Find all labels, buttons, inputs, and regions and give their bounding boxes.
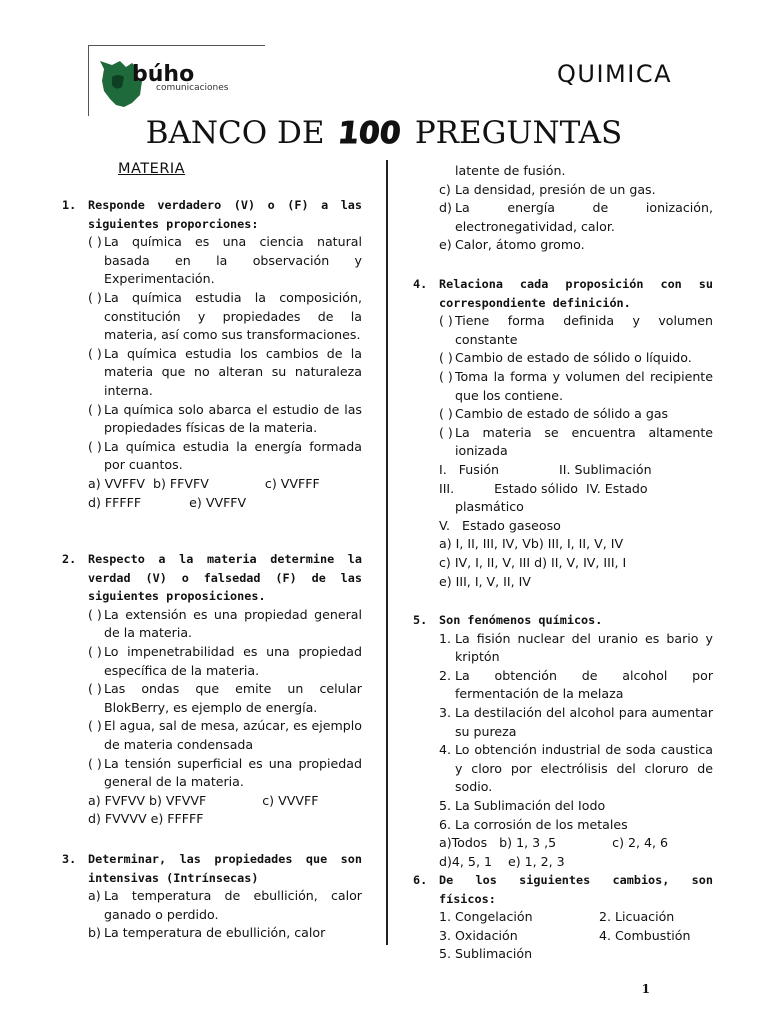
logo-subtext: comunicaciones bbox=[156, 83, 229, 93]
statement-item: 3. La destilación del alcohol para aumentar su pureza bbox=[439, 704, 713, 739]
question-3 bbox=[62, 850, 362, 943]
statement-item: 6. La corrosión de los metales bbox=[439, 816, 628, 832]
question-2 bbox=[62, 550, 362, 829]
statement-item: ( ) La tensión superficial es una propiedad general de la materia. bbox=[88, 755, 362, 790]
option-item: c) La densidad, presión de un gas. bbox=[439, 181, 656, 197]
answer-options: d) FVVVV e) FFFFF bbox=[88, 811, 204, 827]
definition-list: I. Fusión II. Sublimación bbox=[439, 461, 652, 477]
answer-options: d) FFFFF e) VVFFV bbox=[88, 494, 247, 510]
statement-item: 5. La Sublimación del Iodo bbox=[439, 797, 606, 813]
statement-item: ( ) La química solo abarca el estudio de las propiedades físicas de la materia. bbox=[88, 401, 362, 436]
list-item: 5. Sublimación bbox=[439, 946, 533, 962]
option-item: b) La temperatura de ebullición, calor bbox=[88, 925, 326, 941]
change-list bbox=[413, 908, 713, 964]
statement-item: 2. La obtención de alcohol por fermentación de la melaza bbox=[439, 667, 713, 702]
statement-item: 1. La fisión nuclear del uranio es bario y kriptón bbox=[439, 630, 713, 665]
question-number: 1. bbox=[62, 198, 77, 212]
answer-options: a) I, II, III, IV, Vb) III, I, II, V, IV bbox=[439, 536, 624, 552]
question-number: 3. bbox=[62, 852, 77, 866]
section-heading: MATERIA bbox=[118, 161, 186, 177]
statement-item: ( ) La materia se encuentra altamente ionizada bbox=[439, 424, 713, 459]
question-5 bbox=[413, 611, 713, 871]
statement-item: ( ) Toma la forma y volumen del recipiente que los contiene. bbox=[439, 368, 713, 403]
option-item: e) Calor, átomo gromo. bbox=[439, 237, 585, 253]
statement-item: ( ) Cambio de estado de sólido o líquido. bbox=[439, 350, 692, 366]
question-number: 5. bbox=[413, 613, 428, 627]
list-item: 1. Congelación bbox=[439, 909, 533, 925]
answer-options: e) III, I, V, II, IV bbox=[439, 573, 531, 589]
answer-options: a) FVFVV b) VFVVF c) VVVFF bbox=[88, 792, 319, 808]
page-title bbox=[0, 113, 768, 154]
list-item: 3. Oxidación bbox=[439, 927, 518, 943]
statement-item: ( ) Cambio de estado de sólido a gas bbox=[439, 406, 669, 422]
statement-item: ( ) La química es una ciencia natural basada en la observación y Experimentación. bbox=[88, 234, 362, 287]
question-number: 4. bbox=[413, 277, 428, 291]
statement-item: ( ) El agua, sal de mesa, azúcar, es ejemplo de materia condensada bbox=[88, 718, 362, 752]
list-item: 4. Combustión bbox=[599, 927, 691, 943]
subject-label: QUIMICA bbox=[557, 60, 672, 88]
question-1 bbox=[62, 196, 362, 512]
answer-options: c) IV, I, II, V, III d) II, V, IV, III, I bbox=[439, 554, 627, 570]
title-left: BANCO DE bbox=[145, 115, 325, 151]
question-4 bbox=[413, 275, 713, 591]
statement-item: ( ) La extensión es una propiedad general de la materia. bbox=[88, 606, 362, 641]
definition-list: III. Estado sólido IV. Estado bbox=[439, 480, 648, 496]
option-item: a) La temperatura de ebullición, calor ganado o perdido. bbox=[88, 888, 362, 922]
question-title: 1. Responde verdadero (V) o (F) a las siguientes proporciones: bbox=[62, 198, 362, 231]
statement-item: ( ) Lo impenetrabilidad es una propiedad específica de la materia. bbox=[88, 643, 362, 678]
question-title: 5. Son fenómenos químicos. bbox=[413, 611, 713, 630]
column-divider bbox=[386, 160, 388, 945]
question-3-continued bbox=[413, 162, 713, 255]
question-title: 2. Respecto a la materia determine la verdad (V) o falsedad (F) de las siguientes proposiciones. bbox=[62, 552, 362, 604]
question-6 bbox=[413, 871, 713, 964]
answer-options: a) VVFFV b) FFVFV c) VVFFF bbox=[88, 475, 320, 491]
definition-list: plasmático bbox=[455, 499, 524, 515]
statement-item: ( ) Tiene forma definida y volumen constante bbox=[439, 313, 713, 347]
question-title: 3. Determinar, las propiedades que son intensivas (Intrínsecas) bbox=[62, 852, 362, 885]
answer-options: a)Todos b) 1, 3 ,5 c) 2, 4, 6 bbox=[439, 835, 669, 851]
option-item: d) La energía de ionización, electronegatividad, calor. bbox=[439, 200, 713, 234]
definition-list: V. Estado gaseoso bbox=[439, 517, 561, 533]
question-title: 6. De los siguientes cambios, son físicos: bbox=[413, 873, 713, 906]
statement-item: 4. Lo obtención industrial de soda caustica y cloro por electrólisis del cloruro de sodio. bbox=[439, 742, 713, 795]
continued-text: latente de fusión. bbox=[455, 163, 566, 178]
question-title: 4. Relaciona cada proposición con su correspondiente definición. bbox=[413, 277, 713, 310]
question-number: 2. bbox=[62, 552, 77, 566]
buho-logo bbox=[98, 55, 258, 113]
title-right: PREGUNTAS bbox=[414, 115, 623, 151]
statement-item: ( ) Las ondas que emite un celular BlokBerry, es ejemplo de energía. bbox=[88, 681, 362, 715]
statement-item: ( ) La química estudia la energía formada por cuantos. bbox=[88, 438, 362, 473]
list-item: 2. Licuación bbox=[599, 909, 675, 925]
statement-item: ( ) La química estudia los cambios de la materia que no alteran su naturaleza interna. bbox=[88, 345, 362, 398]
question-number: 6. bbox=[413, 873, 428, 887]
page-number: 1 bbox=[641, 982, 650, 996]
answer-options: d)4, 5, 1 e) 1, 2, 3 bbox=[439, 853, 565, 869]
title-number: 100 bbox=[336, 116, 403, 151]
logo-text: búho bbox=[132, 62, 195, 87]
statement-item: ( ) La química estudia la composición, constitución y propiedades de la materia, así como sus transformaciones. bbox=[88, 289, 362, 343]
